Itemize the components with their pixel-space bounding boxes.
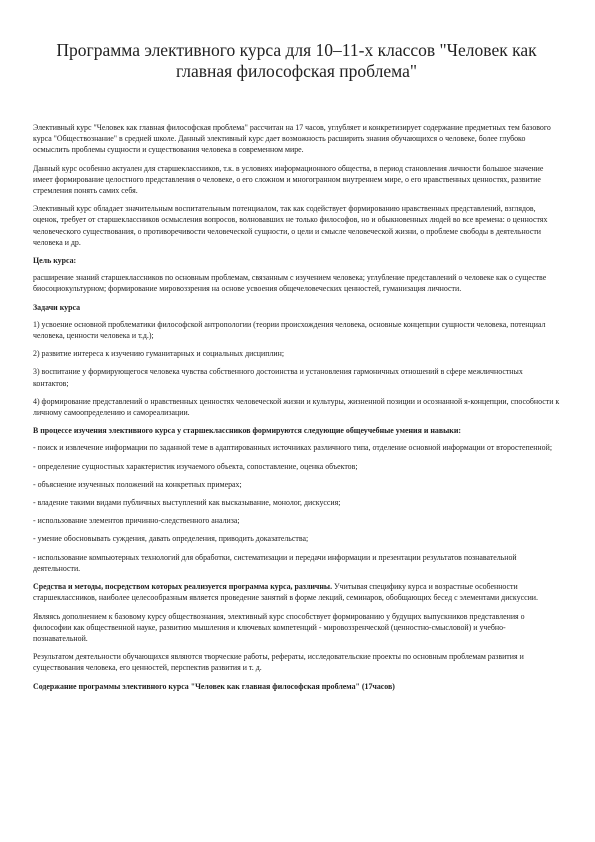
skill-item-6: - умение обосновывать суждения, давать определения, приводить доказательства; — [33, 534, 309, 544]
task-item-2: 2) развитие интереса к изучению гуманитарных и социальных дисциплин; — [33, 349, 285, 359]
skill-item-7: - использование компьютерных технологий для обработки, систематизации и передачи информации и презентации результатов познавательной деятельности. — [33, 552, 517, 573]
intro-paragraph-3: Элективный курс обладает значительным воспитательным потенциалом, так как содействует формированию нравственных представлений, взглядов, оценок, требует от старшеклассников осмысления вопросов, волновавших не только философов, но и обыкновенных людей во все времена: о ценностях человеческого существования, о противоречивости человеческой сущности, о цели и смысле человеческой жизни, о проблеме свободы в деятельности человека и др. — [33, 204, 548, 247]
skill-item-4: - владение такими видами публичных выступлений как высказывание, монолог, дискуссия; — [33, 498, 341, 508]
skill-item-2: - определение сущностных характеристик изучаемого объекта, сопоставление, оценка объектов; — [33, 461, 358, 471]
contents-heading: Содержание программы элективного курса "Человек как главная философская проблема" (17часов) — [33, 681, 395, 691]
results-paragraph: Результатом деятельности обучающихся являются творческие работы, рефераты, исследовательские проекты по основным проблемам развития и существования человека, его ценностей, перспектив развития и т. д. — [33, 652, 524, 673]
methods-text: Учитывая специфику курса и возрастные особенности старшеклассников, наиболее целесообразным является проведение занятий в форме лекций, семинаров, обобщающих бесед с элементами дискуссии. — [33, 582, 539, 603]
intro-paragraph-2: Данный курс особенно актуален для старшеклассников, т.к. в условиях информационного общества, в период становления личности большое значение имеет формирование целостного представления о человеке, о его сложном и многогранном внутреннем мире, о его нравственных ценностях, развитие стремления понять самих себя. — [33, 163, 544, 196]
task-item-4: 4) формирование представлений о нравственных ценностях человеческой жизни и культуры, жизненной позиции и осознанной я-концепции, способности к личному самоопределению и самореализации. — [33, 396, 560, 418]
skill-item-1: - поиск и извлечение информации по заданной теме в адаптированных источниках различного типа, отделение основной информации от второстепенной; — [33, 443, 553, 453]
goal-text: расширение знаний старшеклассников по основным проблемам, связанным с изучением человека; углубление представлений о человеке как о существе биосоциокультурном; формирование мировоззрения на основе усвоения общечеловеческих ценностей, гуманизация личности. — [33, 273, 547, 294]
task-item-1: 1) усвоение основной проблематики философской антропологии (теории происхождения человека, основные концепции сущности человека, потенциал человека, ценности человека и т.д.); — [33, 319, 546, 341]
skills-heading: В процессе изучения элективного курса у старшеклассников формируются следующие общеучебные умения и навыки: — [33, 426, 461, 436]
methods-paragraph — [33, 581, 560, 603]
methods-bold-lead: Средства и методы, посредством которых реализуется программа курса, различны. — [33, 582, 333, 592]
skill-item-5: - использование элементов причинно-следственного анализа; — [33, 516, 240, 526]
addition-paragraph: Являясь дополнением к базовому курсу обществознания, элективный курс способствует формированию у будущих выпускников представления о философии как общественной науке, развитию мышления и ключевых компетенций - мировоззренческой (ценностно-смысловой) и учебно-познавательной. — [33, 611, 525, 643]
skill-item-3: - объяснение изученных положений на конкретных примерах; — [33, 479, 242, 489]
tasks-heading: Задачи курса — [33, 302, 81, 312]
task-item-3: 3) воспитание у формирующегося человека чувства собственного достоинства и установления гармоничных отношений в сфере межличностных контактов; — [33, 367, 523, 388]
intro-paragraph-1: Элективный курс "Человек как главная философская проблема" рассчитан на 17 часов, углубляет и конкретизирует содержание предметных тем базового курса "Обществознание" в средней школе. Данный элективный курс дает возможность расширить знания обучающихся о человеке, более глубоко осмыслить проблемы сущности и существования человека в современном мире. — [33, 123, 551, 155]
goal-heading: Цель курса: — [33, 256, 77, 266]
document-title: Программа элективного курса для 10–11-х классов "Человек как главная философская проблема" — [56, 40, 537, 81]
document-body — [33, 122, 560, 692]
